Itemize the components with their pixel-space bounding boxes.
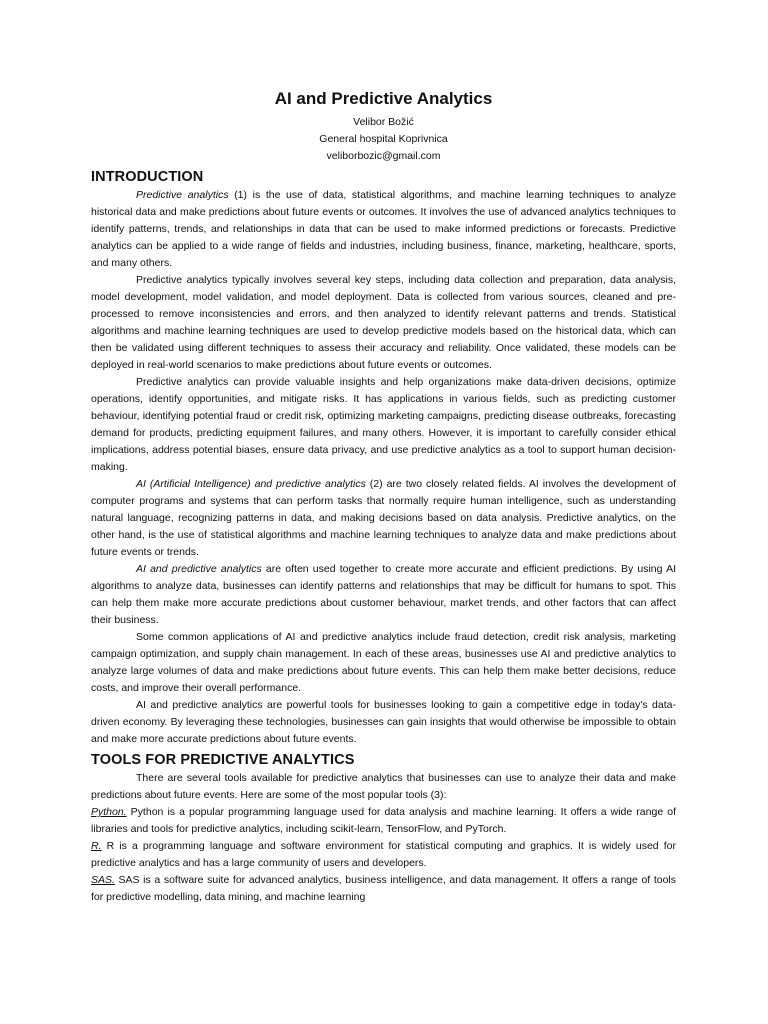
intro-paragraph-1-text: (1) is the use of data, statistical algorithms, and machine learning techniques to analyze historical data and make predictions about future events or outcomes. It involves the use of advanced analytics techniques to identify patterns, trends, and relationships in data that can be used to make informed predictions or forecasts. Predictive analytics can be applied to a wide range of fields and industries, including business, finance, marketing, healthcare, sports, and many others.	[91, 189, 677, 269]
tools-intro-paragraph: There are several tools available for predictive analytics that businesses can use to analyze their data and make predictions about future events. Here are some of the most popular tools (3):	[91, 772, 676, 801]
tool-item-python	[91, 804, 676, 838]
intro-paragraph-5-lead: AI and predictive analytics	[136, 563, 262, 575]
intro-paragraph-1-lead: Predictive analytics	[136, 189, 229, 201]
intro-paragraph-5-text: are often used together to create more accurate and efficient predictions. By using AI algorithms to analyze data, businesses can identify patterns and relationships that may be difficult for humans to spot. This can help them make more accurate predictions about customer behaviour, market trends, and other factors that can affect their business.	[91, 563, 676, 626]
intro-paragraph-4-text: (2) are two closely related fields. AI involves the development of computer programs and systems that can perform tasks that normally require human intelligence, such as understanding natural language, recognizing patterns in data, and making decisions based on data analysis. Predictive analytics, on the other hand, is the use of statistical algorithms and machine learning techniques to analyze data and make predictions about future events or trends.	[91, 478, 676, 558]
document-title: AI and Predictive Analytics	[274, 89, 493, 108]
intro-paragraph-2: Predictive analytics typically involves several key steps, including data collection and preparation, data analysis, model development, model validation, and model deployment. Data is collected from various sources, cleaned and pre-processed to remove inconsistencies and errors, and then analyzed to identify relevant patterns and trends. Statistical algorithms and machine learning techniques are used to develop predictive models based on the historical data, which can then be validated using different techniques to assess their accuracy and reliability. Once validated, these models can be deployed in real-world scenarios to make predictions about future events or outcomes.	[91, 274, 676, 371]
intro-paragraph-3: Predictive analytics can provide valuable insights and help organizations make data-driven decisions, optimize operations, identify opportunities, and mitigate risks. It has applications in various fields, such as predicting customer behaviour, identifying potential fraud or credit risk, optimizing marketing campaigns, predicting disease outbreaks, forecasting demand for products, predicting equipment failures, and many others. However, it is important to carefully consider ethical implications, address potential biases, ensure data privacy, and use predictive analytics as a tool to support human decision-making.	[91, 376, 676, 473]
tool-name-sas: SAS.	[91, 874, 115, 886]
introduction-heading: INTRODUCTION	[91, 169, 204, 185]
tool-item-r	[91, 838, 676, 872]
tool-name-python: Python.	[91, 806, 127, 818]
tool-description-python: Python is a popular programming language used for data analysis and machine learning. It offers a wide range of libraries and tools for predictive analytics, including scikit-learn, TensorFlow, and PyTorch.	[91, 806, 676, 835]
author-affiliation: General hospital Koprivnica	[319, 133, 448, 145]
tools-heading: TOOLS FOR PREDICTIVE ANALYTICS	[91, 752, 355, 768]
intro-paragraph-6: Some common applications of AI and predictive analytics include fraud detection, credit risk analysis, marketing campaign optimization, and supply chain management. In each of these areas, businesses use AI and predictive analytics to analyze large volumes of data and make predictions about future events. This can help them make better decisions, reduce costs, and improve their overall performance.	[91, 631, 676, 694]
intro-paragraph-4	[91, 476, 676, 561]
intro-paragraph-7: AI and predictive analytics are powerful tools for businesses looking to gain a competitive edge in today's data-driven economy. By leveraging these technologies, businesses can gain insights that would otherwise be impossible to obtain and make more accurate predictions about future events.	[91, 699, 676, 745]
tool-name-r: R.	[91, 840, 102, 852]
tool-item-sas	[91, 872, 676, 906]
author-email: veliborbozic@gmail.com	[326, 150, 441, 162]
intro-paragraph-1	[91, 187, 676, 272]
author-name: Velibor Božić	[353, 116, 414, 128]
intro-paragraph-5	[91, 561, 676, 629]
intro-paragraph-4-lead: AI (Artificial Intelligence) and predictive analytics	[136, 478, 366, 490]
tool-description-sas: SAS is a software suite for advanced analytics, business intelligence, and data management. It offers a range of tools for predictive modelling, data mining, and machine learning	[91, 874, 676, 903]
tool-description-r: R is a programming language and software environment for statistical computing and graphics. It is widely used for predictive analytics and has a large community of users and developers.	[91, 840, 676, 869]
document-page	[91, 88, 676, 906]
